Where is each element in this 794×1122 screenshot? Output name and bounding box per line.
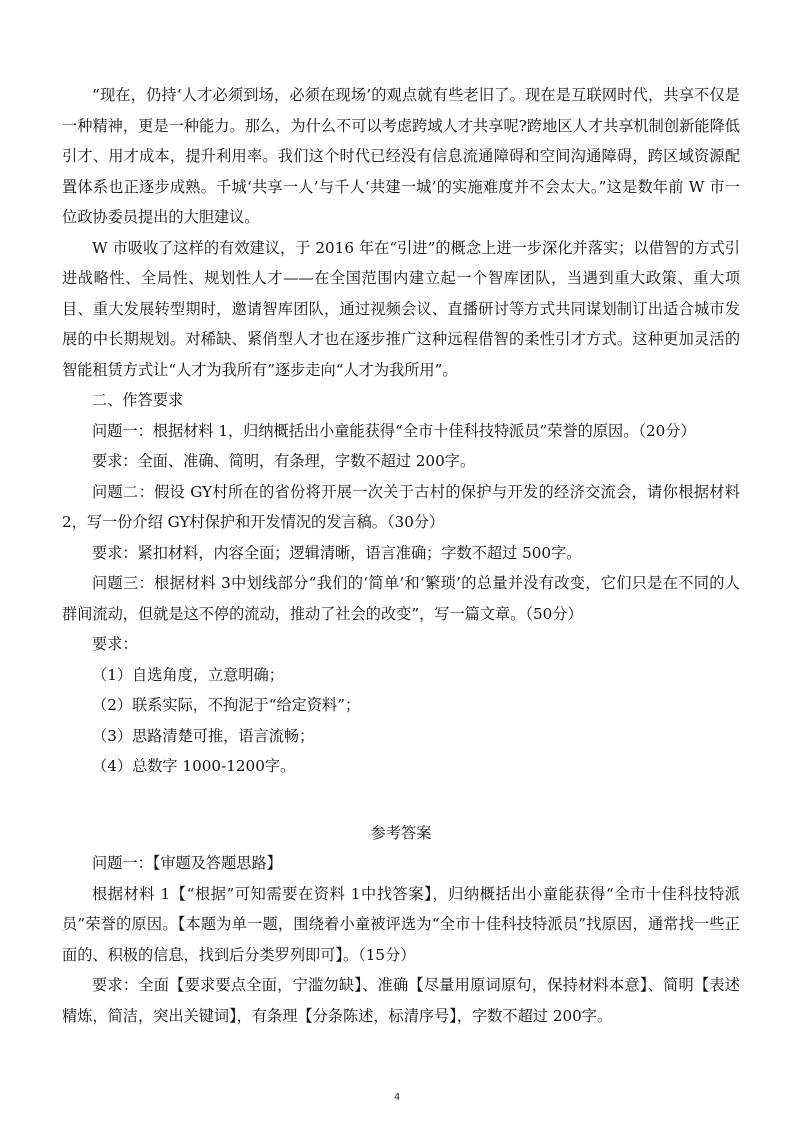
body-paragraph-2: W 市吸收了这样的有效建议，于 2016 年在“引进”的概念上进一步深化并落实；以借智的方式引进战略性、全局性、规划性人才——在全国范围内建立起一个智库团队，当遇到重大政策、重大项目、重大发展转型期时，邀请智库团队，通过视频会议、直播研讨等方式共同谋划制订出适合城市发展的中长期规划。对稀缺、紧俏型人才也在逐步推广这种远程借智的柔性引才方式。这种更加灵活的智能租赁方式让“人才为我所有”逐步走向“人才为我所用”。 [62, 238, 740, 379]
question-1: 问题一：根据材料 1，归纳概括出小童能获得“全市十佳科技特派员”荣誉的原因。（20分） [92, 421, 696, 440]
page-content [62, 80, 745, 1031]
answer-1-body: 根据材料 1【“根据”可知需要在资料 1中找答案】，归纳概括出小童能获得“全市十佳科技特派员”荣誉的原因。【本题为单一题，围绕着小童被评选为“全市十佳科技特派员”找原因，通常找一些正面的、积极的信息，找到后分类罗列即可】。（15分） [62, 884, 740, 964]
section-spacer [62, 782, 740, 818]
question-1-requirement: 要求：全面、准确、简明，有条理，字数不超过 200字。 [92, 452, 476, 470]
question-3-requirement-label: 要求： [92, 635, 138, 653]
question-3-requirement-item: （1）自选角度，立意明确； [92, 665, 284, 684]
question-2-requirement: 要求：紧扣材料，内容全面；逻辑清晰，语言准确；字数不超过 500字。 [92, 543, 582, 562]
answer-title: 参考答案 [370, 823, 432, 842]
question-3: 问题三：根据材料 3中划线部分“我们的‘简单’和‘繁琐’的总量并没有改变，它们只是在不同的人群间流动，但就是这不停的流动，推动了社会的改变”，写一篇文章。（50分） [62, 574, 740, 623]
question-3-requirement-item: （2）联系实际，不拘泥于“给定资料”； [92, 696, 361, 714]
answer-1-requirement: 要求：全面【要求要点全面，宁滥勿缺】、准确【尽量用原词原句，保持材料本意】、简明【表述精炼，简洁，突出关键词】，有条理【分条陈述，标清序号】，字数不超过 200字。 [62, 976, 740, 1025]
question-3-requirement-item: （4）总数字 1000-1200字。 [92, 757, 296, 775]
body-paragraph-1: “现在，仍持‘人才必须到场，必须在现场’的观点就有些老旧了。现在是互联网时代，共享不仅是一种精神，更是一种能力。那么，为什么不可以考虑跨域人才共享呢?跨地区人才共享机制创新能降低引才、用才成本，提升利用率。我们这个时代已经没有信息流通障碍和空间沟通障碍，跨区域资源配置体系也正逐步成熟。千城‘共享一人’与千人‘共建一城’的实施难度并不会太大。”这是数年前 W 市一位政协委员提出的大胆建议。 [62, 86, 740, 226]
question-2: 问题二：假设 GY村所在的省份将开展一次关于古村的保护与开发的经济交流会，请你根据材料 2，写一份介绍 GY村保护和开发情况的发言稿。（30分） [62, 482, 745, 531]
answer-1-heading: 问题一：【审题及答题思路】 [92, 854, 282, 872]
question-3-requirement-item: （3）思路清楚可推，语言流畅； [92, 726, 315, 745]
section-heading: 二、作答要求 [92, 391, 184, 409]
page-number: 4 [393, 1092, 401, 1103]
